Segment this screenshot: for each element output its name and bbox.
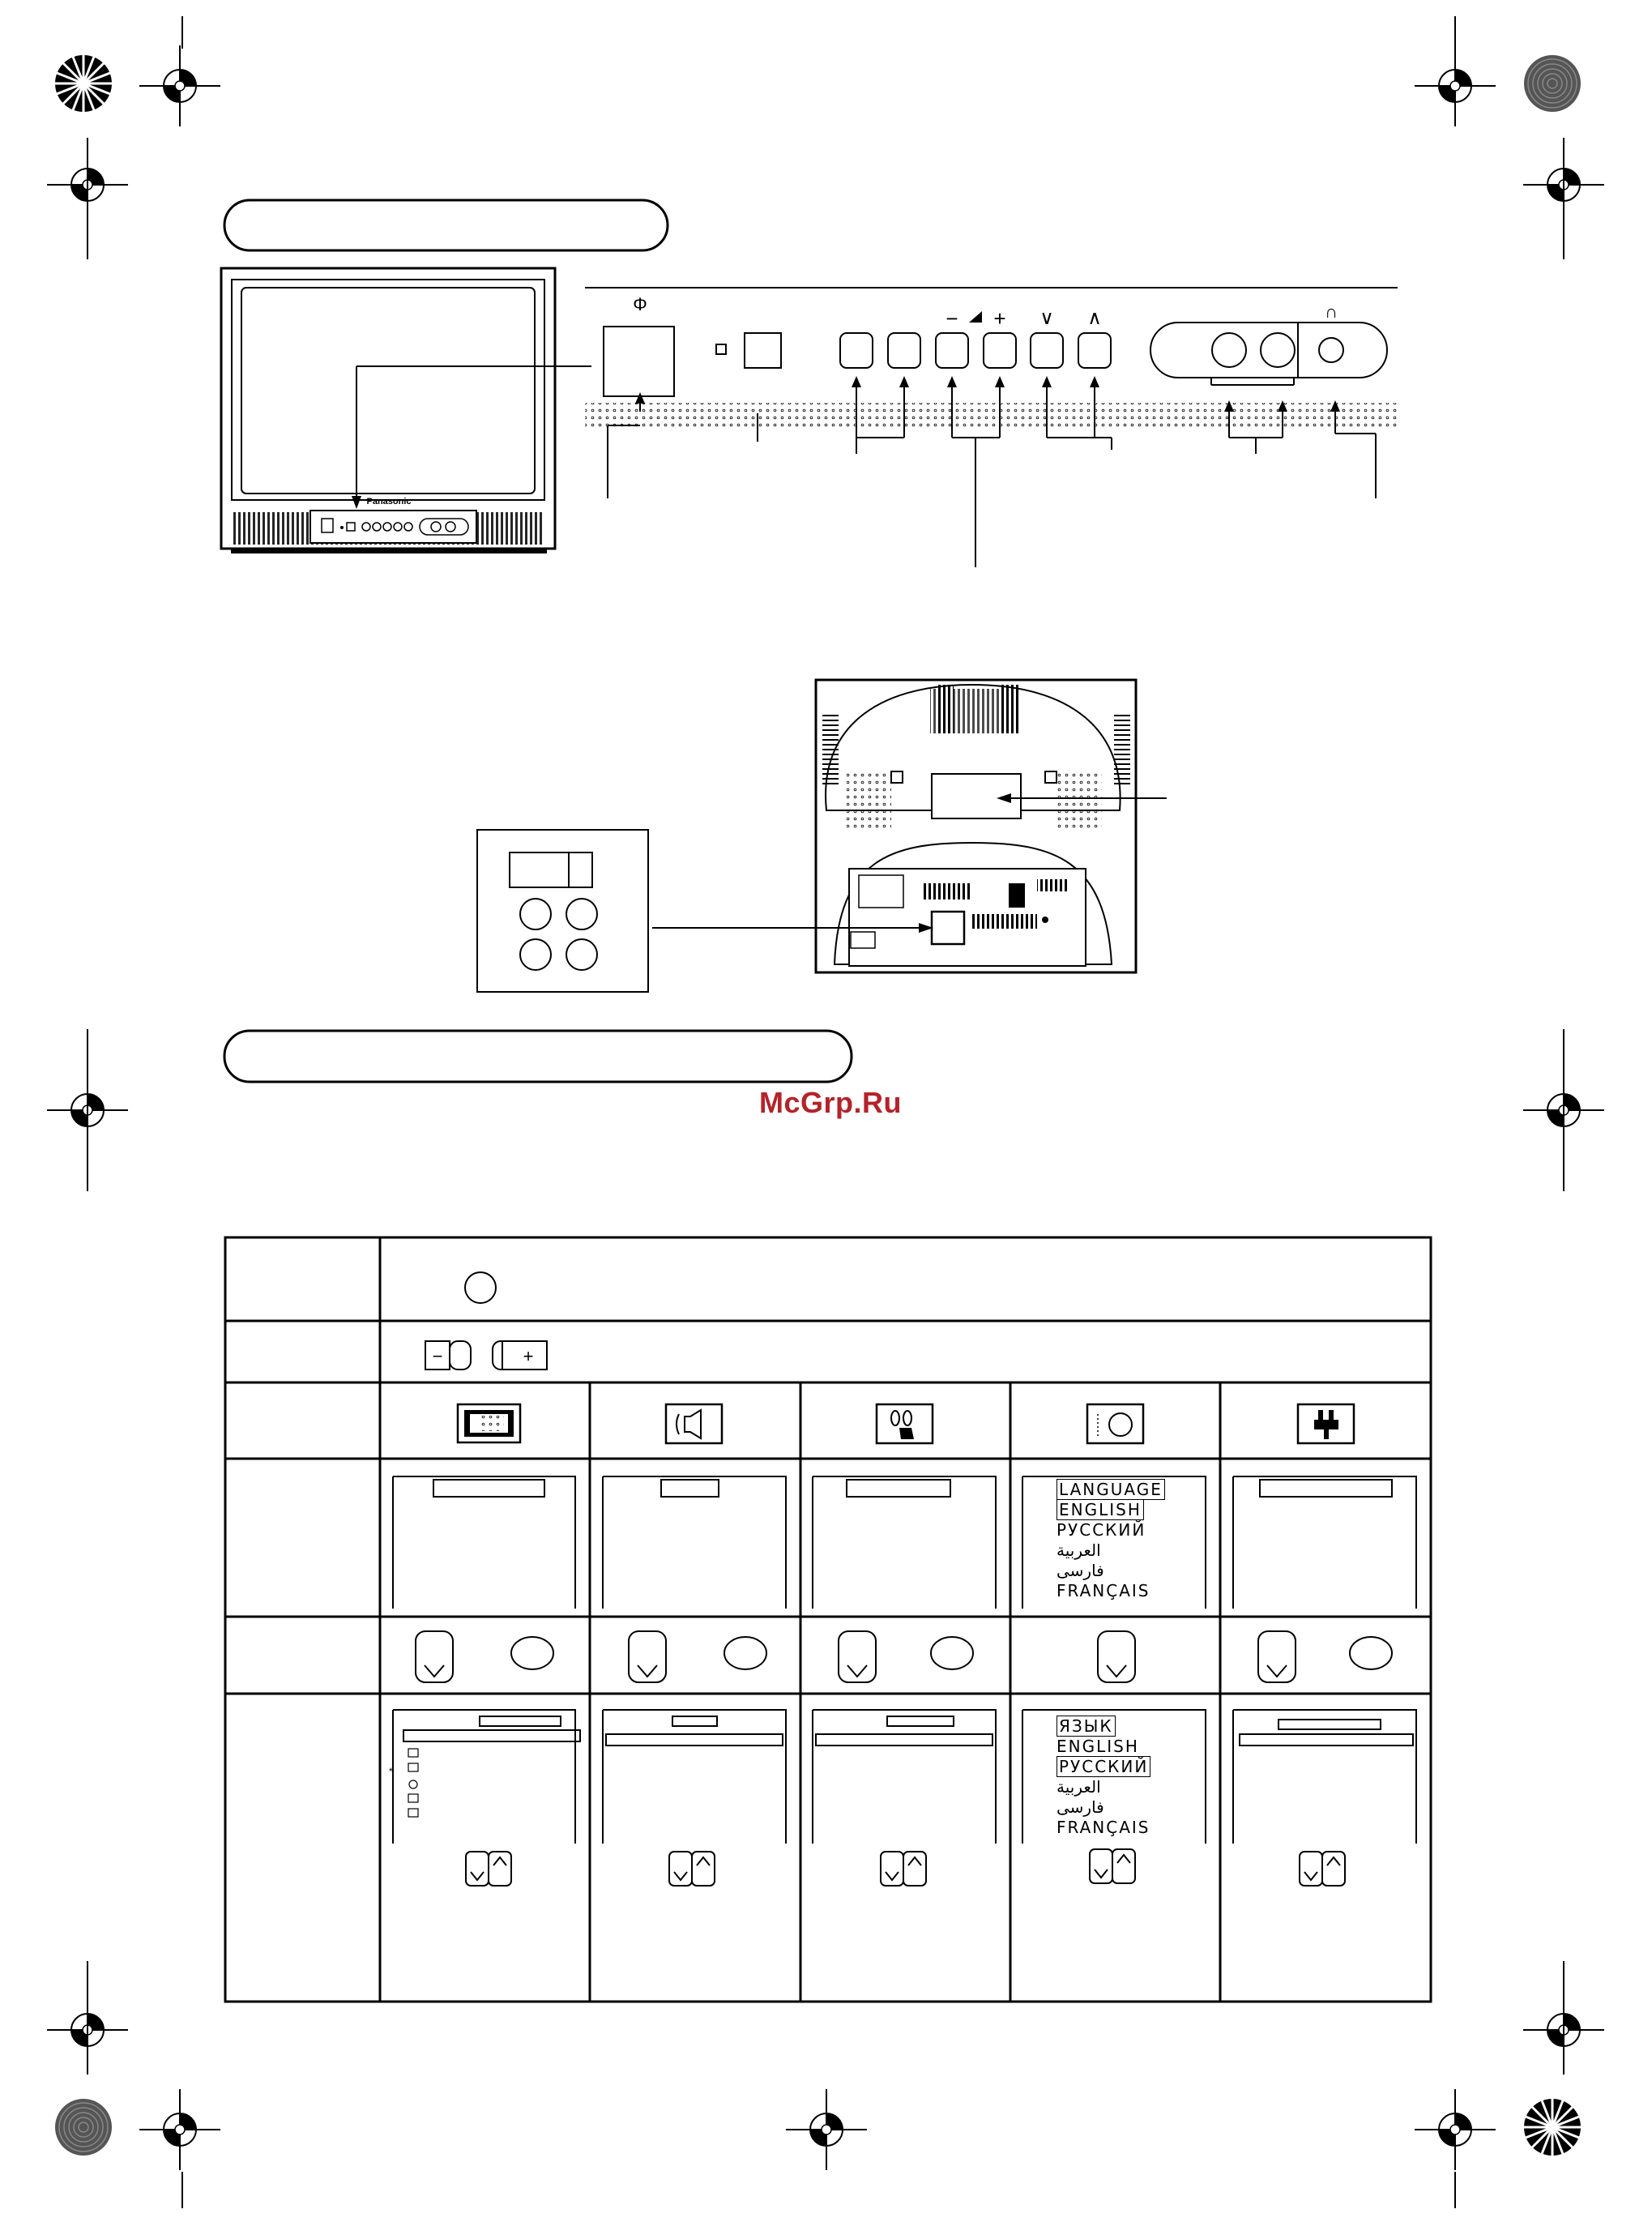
plus-symbol: + [523,1346,534,1366]
language-menu-screen [1057,1480,1165,1601]
volume-minus-label: − [946,306,958,331]
channel-up-button [1078,333,1111,368]
language-option-arabic: العربية [1057,1540,1101,1560]
section-header-controls [224,200,668,250]
picture-icon [458,1404,520,1442]
channel-up-label: ∧ [1087,307,1102,329]
watermark: McGrp.Ru [758,1086,902,1119]
concentric-target [55,2099,112,2156]
indicator-led [716,344,726,354]
minus-symbol: − [432,1346,443,1366]
headphone-jack [1319,338,1343,362]
language-option-russian: РУССКИЙ [1057,1520,1146,1540]
section-header-menu [224,1031,852,1082]
starburst-target [55,55,112,112]
language-option-russian: РУССКИЙ [1057,1756,1150,1777]
language-option-french: FRANÇAIS [1057,1818,1150,1837]
volume-down-button [936,333,968,368]
language-option-farsi: فارسی [1057,1561,1104,1580]
navigation-buttons-row [416,1631,1392,1682]
brand-logo: Panasonic [366,497,412,506]
submenu-screens-row [393,1710,1416,1844]
setup-icon [877,1404,933,1443]
tv-rear-illustration [652,680,1167,972]
language-icon [1087,1404,1143,1443]
audio-jack [1261,333,1295,367]
video-jack [1212,333,1246,367]
remote-sensor [745,333,781,368]
channel-down-button [1031,333,1063,368]
channel-down-label: ∨ [1039,307,1054,329]
sound-icon [666,1404,722,1443]
volume-up-button [984,333,1016,368]
concentric-target [1524,55,1581,112]
language-option-arabic: العربية [1057,1777,1101,1797]
tuning-icon [1298,1404,1354,1443]
volume-plus-label: + [993,306,1006,331]
starburst-target [1524,2099,1581,2156]
language-option-english: ENGLISH [1057,1499,1144,1520]
tv-front-illustration [221,268,591,553]
tv-av-button [840,333,873,368]
menu-button [888,333,920,368]
headphone-symbol: ∩ [1325,301,1338,322]
menu-screens-row [393,1476,1416,1609]
language-submenu-title: ЯЗЫК [1057,1716,1116,1737]
language-menu-title: LANGUAGE [1057,1479,1165,1500]
language-submenu-screen [1057,1716,1150,1838]
volume-wedge-icon [969,311,982,323]
language-option-french: FRANÇAIS [1057,1581,1150,1600]
power-switch [604,327,674,396]
rear-av-terminal-closeup [477,830,648,992]
submenu-star: * [389,1766,393,1777]
power-symbol: Φ [633,294,647,314]
menu-button-icon [465,1272,496,1303]
language-option-english: ENGLISH [1057,1737,1139,1756]
updown-buttons-row [466,1849,1345,1886]
language-option-farsi: فارسی [1057,1797,1104,1817]
front-control-panel [585,288,1398,567]
menu-operation-table [225,1237,1431,2002]
